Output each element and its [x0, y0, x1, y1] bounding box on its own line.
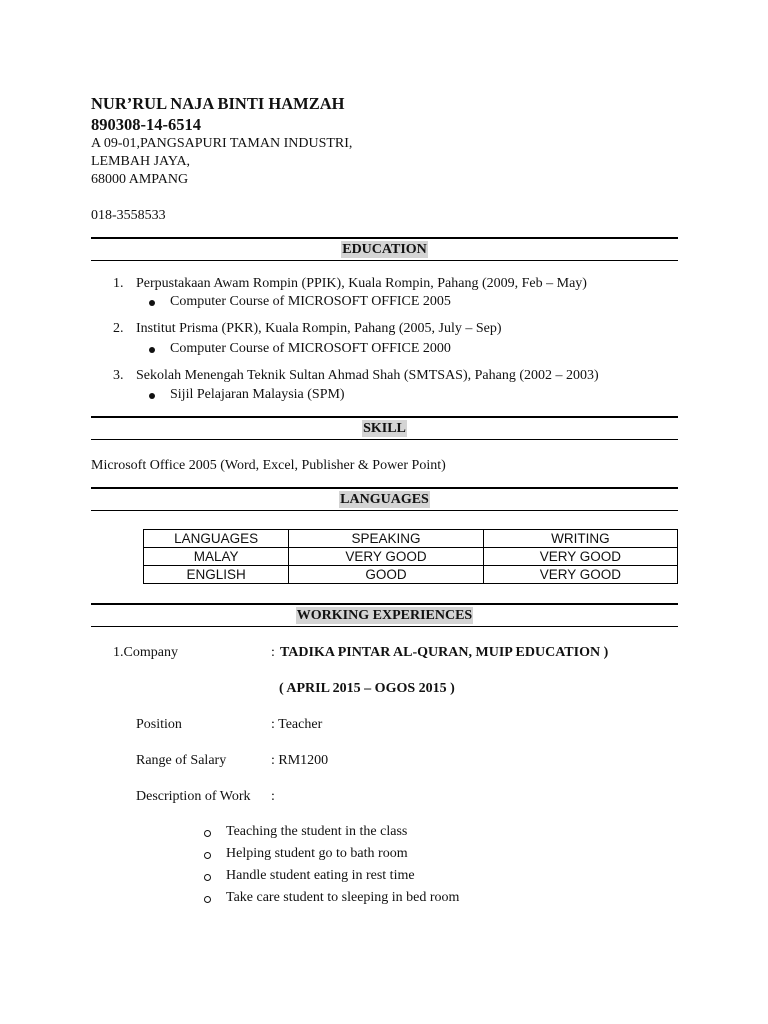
- table-header-row: [144, 530, 678, 548]
- table-header-cell: LANGUAGES: [144, 530, 289, 548]
- table-row: [144, 566, 678, 584]
- table-cell: VERY GOOD: [483, 566, 677, 584]
- work-heading: [91, 603, 678, 627]
- description-label: Description of Work: [136, 789, 251, 804]
- education-sub-3: Sijil Pelajaran Malaysia (SPM): [170, 387, 345, 402]
- bullet-icon: [149, 347, 155, 353]
- position-label: Position: [136, 717, 182, 732]
- applicant-name: NUR’RUL NAJA BINTI HAMZAH: [91, 94, 345, 113]
- description-colon: :: [271, 789, 275, 804]
- duty-item: Handle student eating in rest time: [226, 868, 415, 883]
- education-heading: [91, 237, 678, 261]
- circle-bullet-icon: [204, 874, 211, 881]
- company-label: 1.Company: [113, 645, 178, 660]
- address-line-1: A 09-01,PANGSAPURI TAMAN INDUSTRI,: [91, 136, 353, 151]
- position-value: : Teacher: [271, 717, 323, 732]
- skill-text: Microsoft Office 2005 (Word, Excel, Publisher & Power Point): [91, 458, 446, 473]
- ic-number: 890308-14-6514: [91, 115, 201, 134]
- table-cell: ENGLISH: [144, 566, 289, 584]
- languages-heading: [91, 487, 678, 511]
- education-num-3: 3.: [113, 368, 124, 383]
- circle-bullet-icon: [204, 896, 211, 903]
- table-cell: VERY GOOD: [289, 548, 483, 566]
- address-line-2: LEMBAH JAYA,: [91, 154, 191, 169]
- duty-item: Teaching the student in the class: [226, 824, 408, 839]
- work-title: WORKING EXPERIENCES: [296, 608, 473, 623]
- salary-value: : RM1200: [271, 753, 329, 768]
- table-cell: VERY GOOD: [483, 548, 677, 566]
- duty-item: Take care student to sleeping in bed room: [226, 890, 460, 905]
- education-item-3: Sekolah Menengah Teknik Sultan Ahmad Shah (SMTSAS), Pahang (2002 – 2003): [136, 368, 599, 383]
- table-cell: MALAY: [144, 548, 289, 566]
- education-num-2: 2.: [113, 321, 124, 336]
- languages-title: LANGUAGES: [340, 492, 429, 507]
- duty-item: Helping student go to bath room: [226, 846, 408, 861]
- education-num-1: 1.: [113, 276, 124, 291]
- salary-label: Range of Salary: [136, 753, 227, 768]
- education-item-2: Institut Prisma (PKR), Kuala Rompin, Pahang (2005, July – Sep): [136, 321, 502, 336]
- bullet-icon: [149, 393, 155, 399]
- skill-title: SKILL: [363, 421, 406, 436]
- languages-table: [143, 529, 678, 584]
- table-header-cell: SPEAKING: [289, 530, 483, 548]
- education-sub-2: Computer Course of MICROSOFT OFFICE 2000: [170, 341, 451, 356]
- education-item-1: Perpustakaan Awam Rompin (PPIK), Kuala Rompin, Pahang (2009, Feb – May): [136, 276, 587, 291]
- work-period: ( APRIL 2015 – OGOS 2015 ): [279, 681, 455, 696]
- circle-bullet-icon: [204, 852, 211, 859]
- education-title: EDUCATION: [342, 242, 427, 257]
- table-header-cell: WRITING: [483, 530, 677, 548]
- skill-heading: [91, 416, 678, 440]
- company-name: TADIKA PINTAR AL-QURAN, MUIP EDUCATION ): [280, 645, 609, 660]
- circle-bullet-icon: [204, 830, 211, 837]
- table-cell: GOOD: [289, 566, 483, 584]
- education-sub-1: Computer Course of MICROSOFT OFFICE 2005: [170, 294, 451, 309]
- table-row: [144, 548, 678, 566]
- bullet-icon: [149, 300, 155, 306]
- address-line-3: 68000 AMPANG: [91, 172, 189, 187]
- phone-number: 018-3558533: [91, 208, 166, 223]
- company-colon: :: [271, 645, 275, 660]
